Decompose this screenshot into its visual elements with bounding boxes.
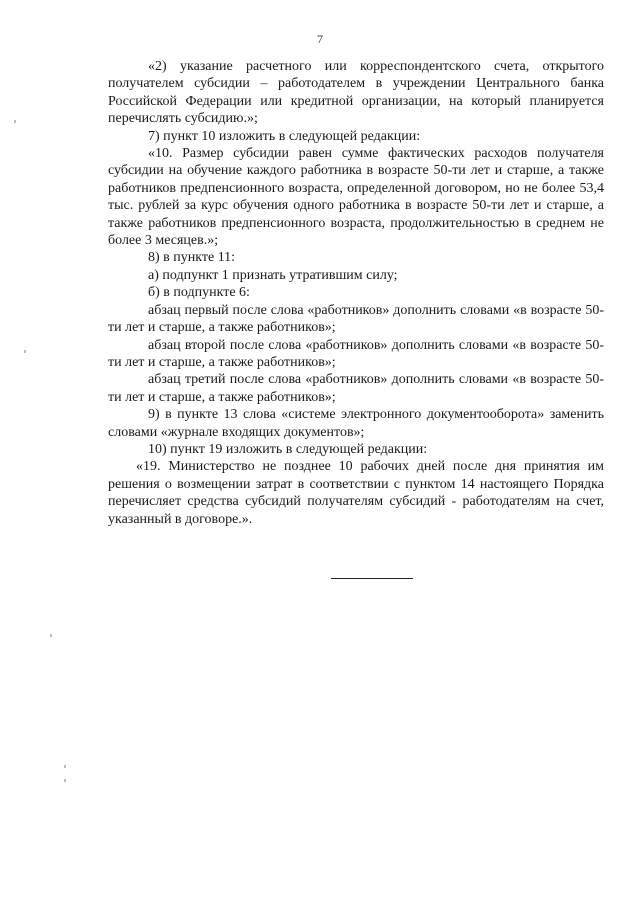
paragraph-item-9: 9) в пункте 13 слова «системе электронного документооборота» заменить словами «журнале входящих документов»; xyxy=(108,407,604,440)
scan-artifact xyxy=(50,634,52,637)
paragraph-abzac-first: абзац первый после слова «работников» дополнить словами «в возрасте 50-ти лет и старше, а также работников»; xyxy=(108,302,604,336)
paragraph-abzac-second: абзац второй после слова «работников» дополнить словами «в возрасте 50-ти лет и старше, а также работников»; xyxy=(108,337,604,370)
paragraph-account-details: «2) указание расчетного или корреспондентского счета, открытого получателем субсидии – работодателем в учреждении Центрального банка Российской Федерации или кредитной организации, на который планируется перечислять субсидию.»; xyxy=(108,59,604,127)
paragraph-subsidy-amount: «10. Размер субсидии равен сумме фактических расходов получателя субсидии на обучение каждого работника в возрасте 50-ти лет и старше, а также работников предпенсионного возраста, определенной договором, но не более 53,4 тыс. рублей за курс обучения одного работника в возрасте 50-ти лет и старше, а также работников предпенсионного возраста, продолжительностью в среднем не более 3 месяцев.»; xyxy=(108,146,604,249)
paragraph-abzac-third: абзац третий после слова «работников» дополнить словами «в возрасте 50-ти лет и старше, а также работников»; xyxy=(108,372,604,405)
page-number: 7 xyxy=(317,32,323,46)
paragraph-item-8: 8) в пункте 11: xyxy=(148,250,236,266)
scan-artifact xyxy=(14,120,16,123)
scan-artifact xyxy=(24,350,26,353)
scan-artifact xyxy=(64,765,66,768)
end-divider-line xyxy=(331,578,413,579)
document-body xyxy=(108,58,604,528)
paragraph-item-10: 10) пункт 19 изложить в следующей редакции: xyxy=(148,441,428,457)
paragraph-item-7: 7) пункт 10 изложить в следующей редакции: xyxy=(148,128,421,144)
paragraph-subitem-b: б) в подпункте 6: xyxy=(148,285,250,301)
paragraph-subitem-a: а) подпункт 1 признать утратившим силу; xyxy=(148,267,398,283)
scan-artifact xyxy=(64,779,66,782)
paragraph-item-19: «19. Министерство не позднее 10 рабочих дней после дня принятия им решения о возмещении затрат в соответствии с пунктом 14 настоящего Порядка перечисляет средства субсидий получателям субсидий - работодателям на счет, указанный в договоре.». xyxy=(108,459,604,527)
